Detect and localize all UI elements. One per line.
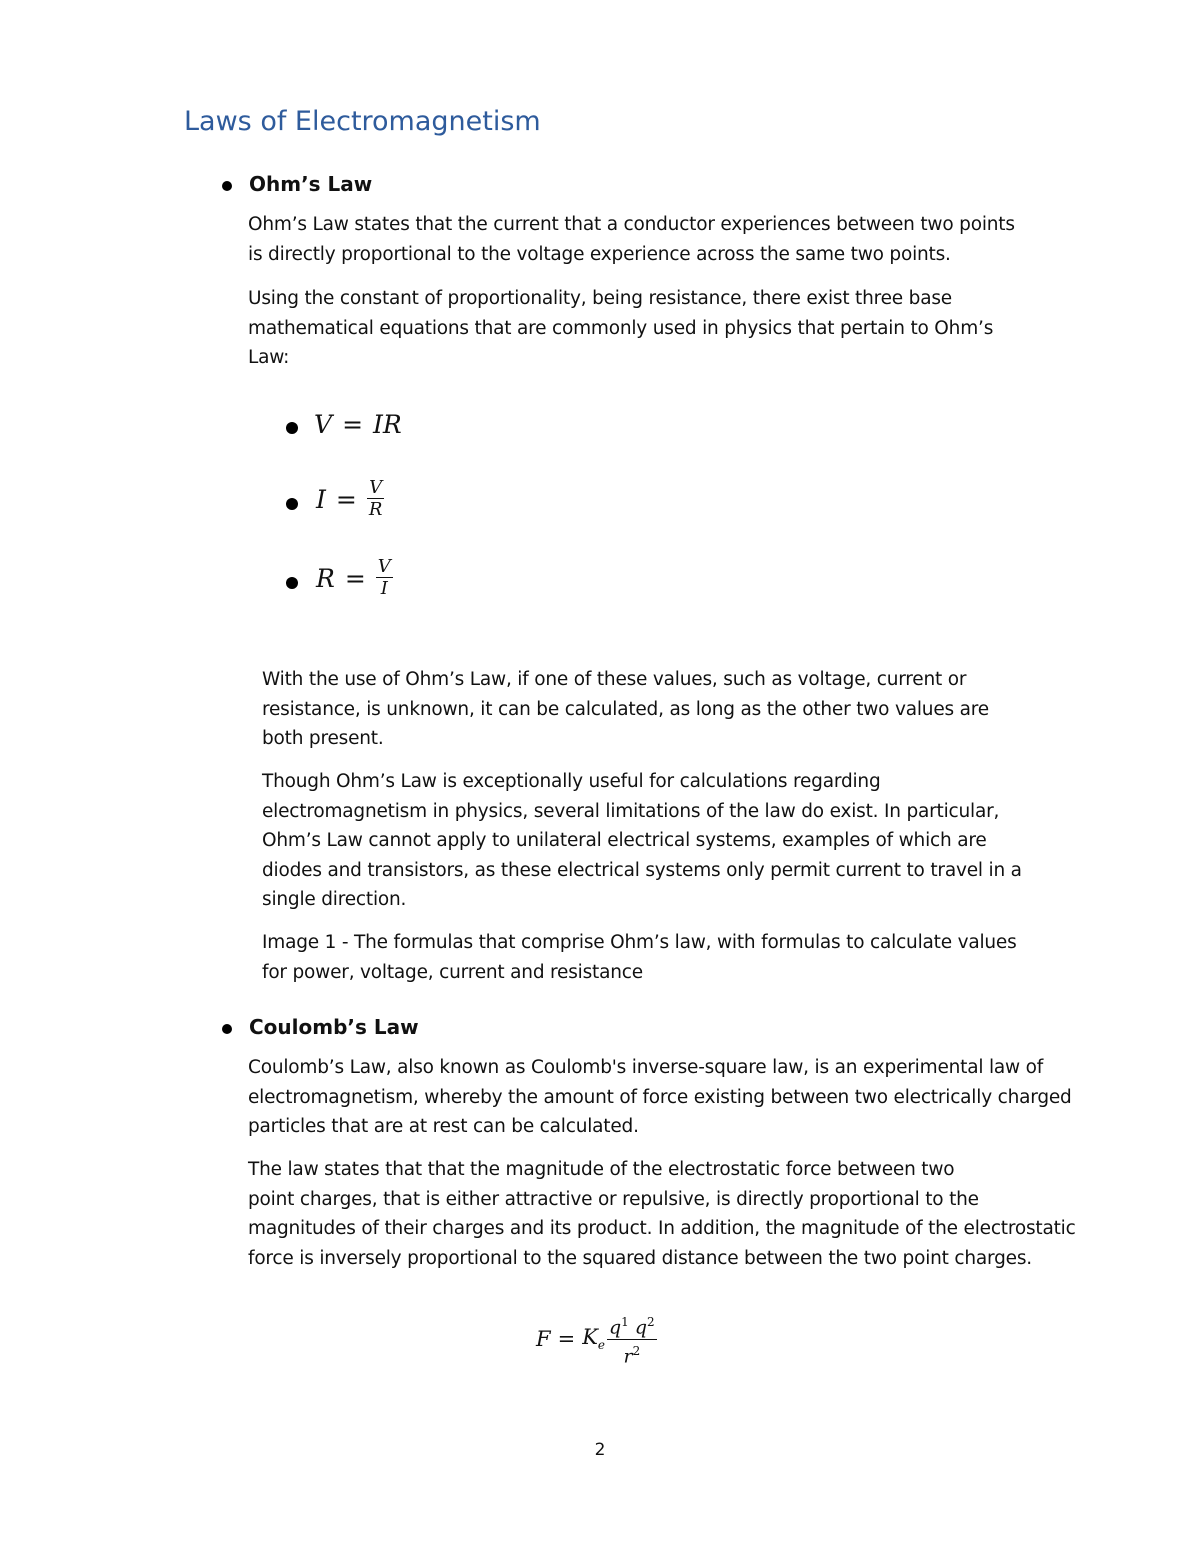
page-title: Laws of Electromagnetism [184,106,541,137]
formula-equals: = [335,485,357,514]
formula-equals: = [344,564,366,593]
fraction-numerator: V [377,556,391,577]
text-line: With the use of Ohm’s Law, if one of these values, such as voltage, current or [262,669,967,690]
bullet-icon [222,1024,232,1034]
text-line: Ohm’s Law cannot apply to unilateral electrical systems, examples of which are [262,830,987,851]
charge-1: q [609,1316,622,1339]
text-line: Using the constant of proportionality, being resistance, there exist three base [248,288,952,309]
formula-lhs: F [536,1326,551,1351]
bullet-icon [286,577,298,589]
fraction [376,557,393,600]
formula-lhs: V [314,410,333,439]
text-line: The law states that that the magnitude of the electrostatic force between two [248,1159,955,1180]
text-line: force is inversely proportional to the squared distance between the two point charges. [248,1247,1032,1269]
text-line: diodes and transistors, as these electrical systems only permit current to travel in a [262,859,1022,881]
text-line: Coulomb’s Law, also known as Coulomb's inverse-square law, is an experimental law of [248,1057,1044,1078]
text-line: both present. [262,728,384,749]
bullet-icon [286,498,298,510]
formula-lhs: I [316,485,326,514]
coulomb-paragraph-1 [248,1053,1072,1142]
coulomb-paragraph-2 [248,1155,1076,1273]
distance-r: r [623,1345,633,1368]
bullet-icon [222,181,232,191]
ohm-paragraph-1 [248,210,1015,269]
text-line: electromagnetism in physics, several limitations of the law do exist. In particular, [262,800,1000,822]
text-line: point charges, that is either attractive or repulsive, is directly proportional to the [248,1188,979,1210]
text-line: electromagnetism, whereby the amount of force existing between two electrically charged [248,1086,1072,1108]
ohm-paragraph-4 [262,767,1022,915]
formula-equals: = [557,1326,576,1351]
formula-r-equals-v-over-i [316,557,393,600]
formula-v-equals-ir [314,410,402,439]
ohm-paragraph-3 [262,665,989,754]
fraction [367,478,385,521]
constant-k: K [582,1325,598,1350]
image-caption [262,928,1017,987]
section-heading-coulomb: Coulomb’s Law [249,1015,419,1039]
formula-rhs: IR [373,410,402,439]
text-line: for power, voltage, current and resistance [262,961,643,983]
text-line: is directly proportional to the voltage experience across the same two points. [248,243,951,265]
page-number: 2 [594,1440,606,1460]
text-line: resistance, is unknown, it can be calculated, as long as the other two values are [262,698,989,720]
charge-1-superscript: 1 [621,1315,629,1329]
text-line: Ohm’s Law states that the current that a conductor experiences between two points [248,214,1015,235]
formula-coulomb [536,1310,657,1368]
formula-equals: = [342,410,364,439]
section-heading-ohm: Ohm’s Law [249,172,373,196]
text-line: magnitudes of their charges and its product. In addition, the magnitude of the electrostatic [248,1218,1076,1239]
fraction-numerator: V [367,478,385,499]
text-line: Image 1 - The formulas that comprise Ohm’s law, with formulas to calculate values [262,932,1017,953]
fraction-denominator: R [368,499,383,520]
formula-lhs: R [316,564,335,593]
fraction-numerator [607,1310,657,1340]
fraction [607,1310,657,1368]
text-line: single direction. [262,889,407,910]
text-line: particles that are at rest can be calculated. [248,1116,639,1137]
constant-subscript: e [597,1338,605,1353]
fraction-denominator: I [380,578,388,599]
formula-constant [582,1325,605,1353]
ohm-paragraph-2 [248,284,993,373]
charge-2: q [634,1316,648,1339]
charge-2-superscript: 2 [647,1315,655,1329]
formula-i-equals-v-over-r [316,478,384,521]
text-line: mathematical equations that are commonly used in physics that pertain to Ohm’s [248,317,994,339]
text-line: Law: [248,347,290,368]
distance-superscript: 2 [632,1344,641,1359]
fraction-denominator [607,1340,657,1367]
text-line: Though Ohm’s Law is exceptionally useful for calculations regarding [262,771,881,792]
bullet-icon [286,422,298,434]
